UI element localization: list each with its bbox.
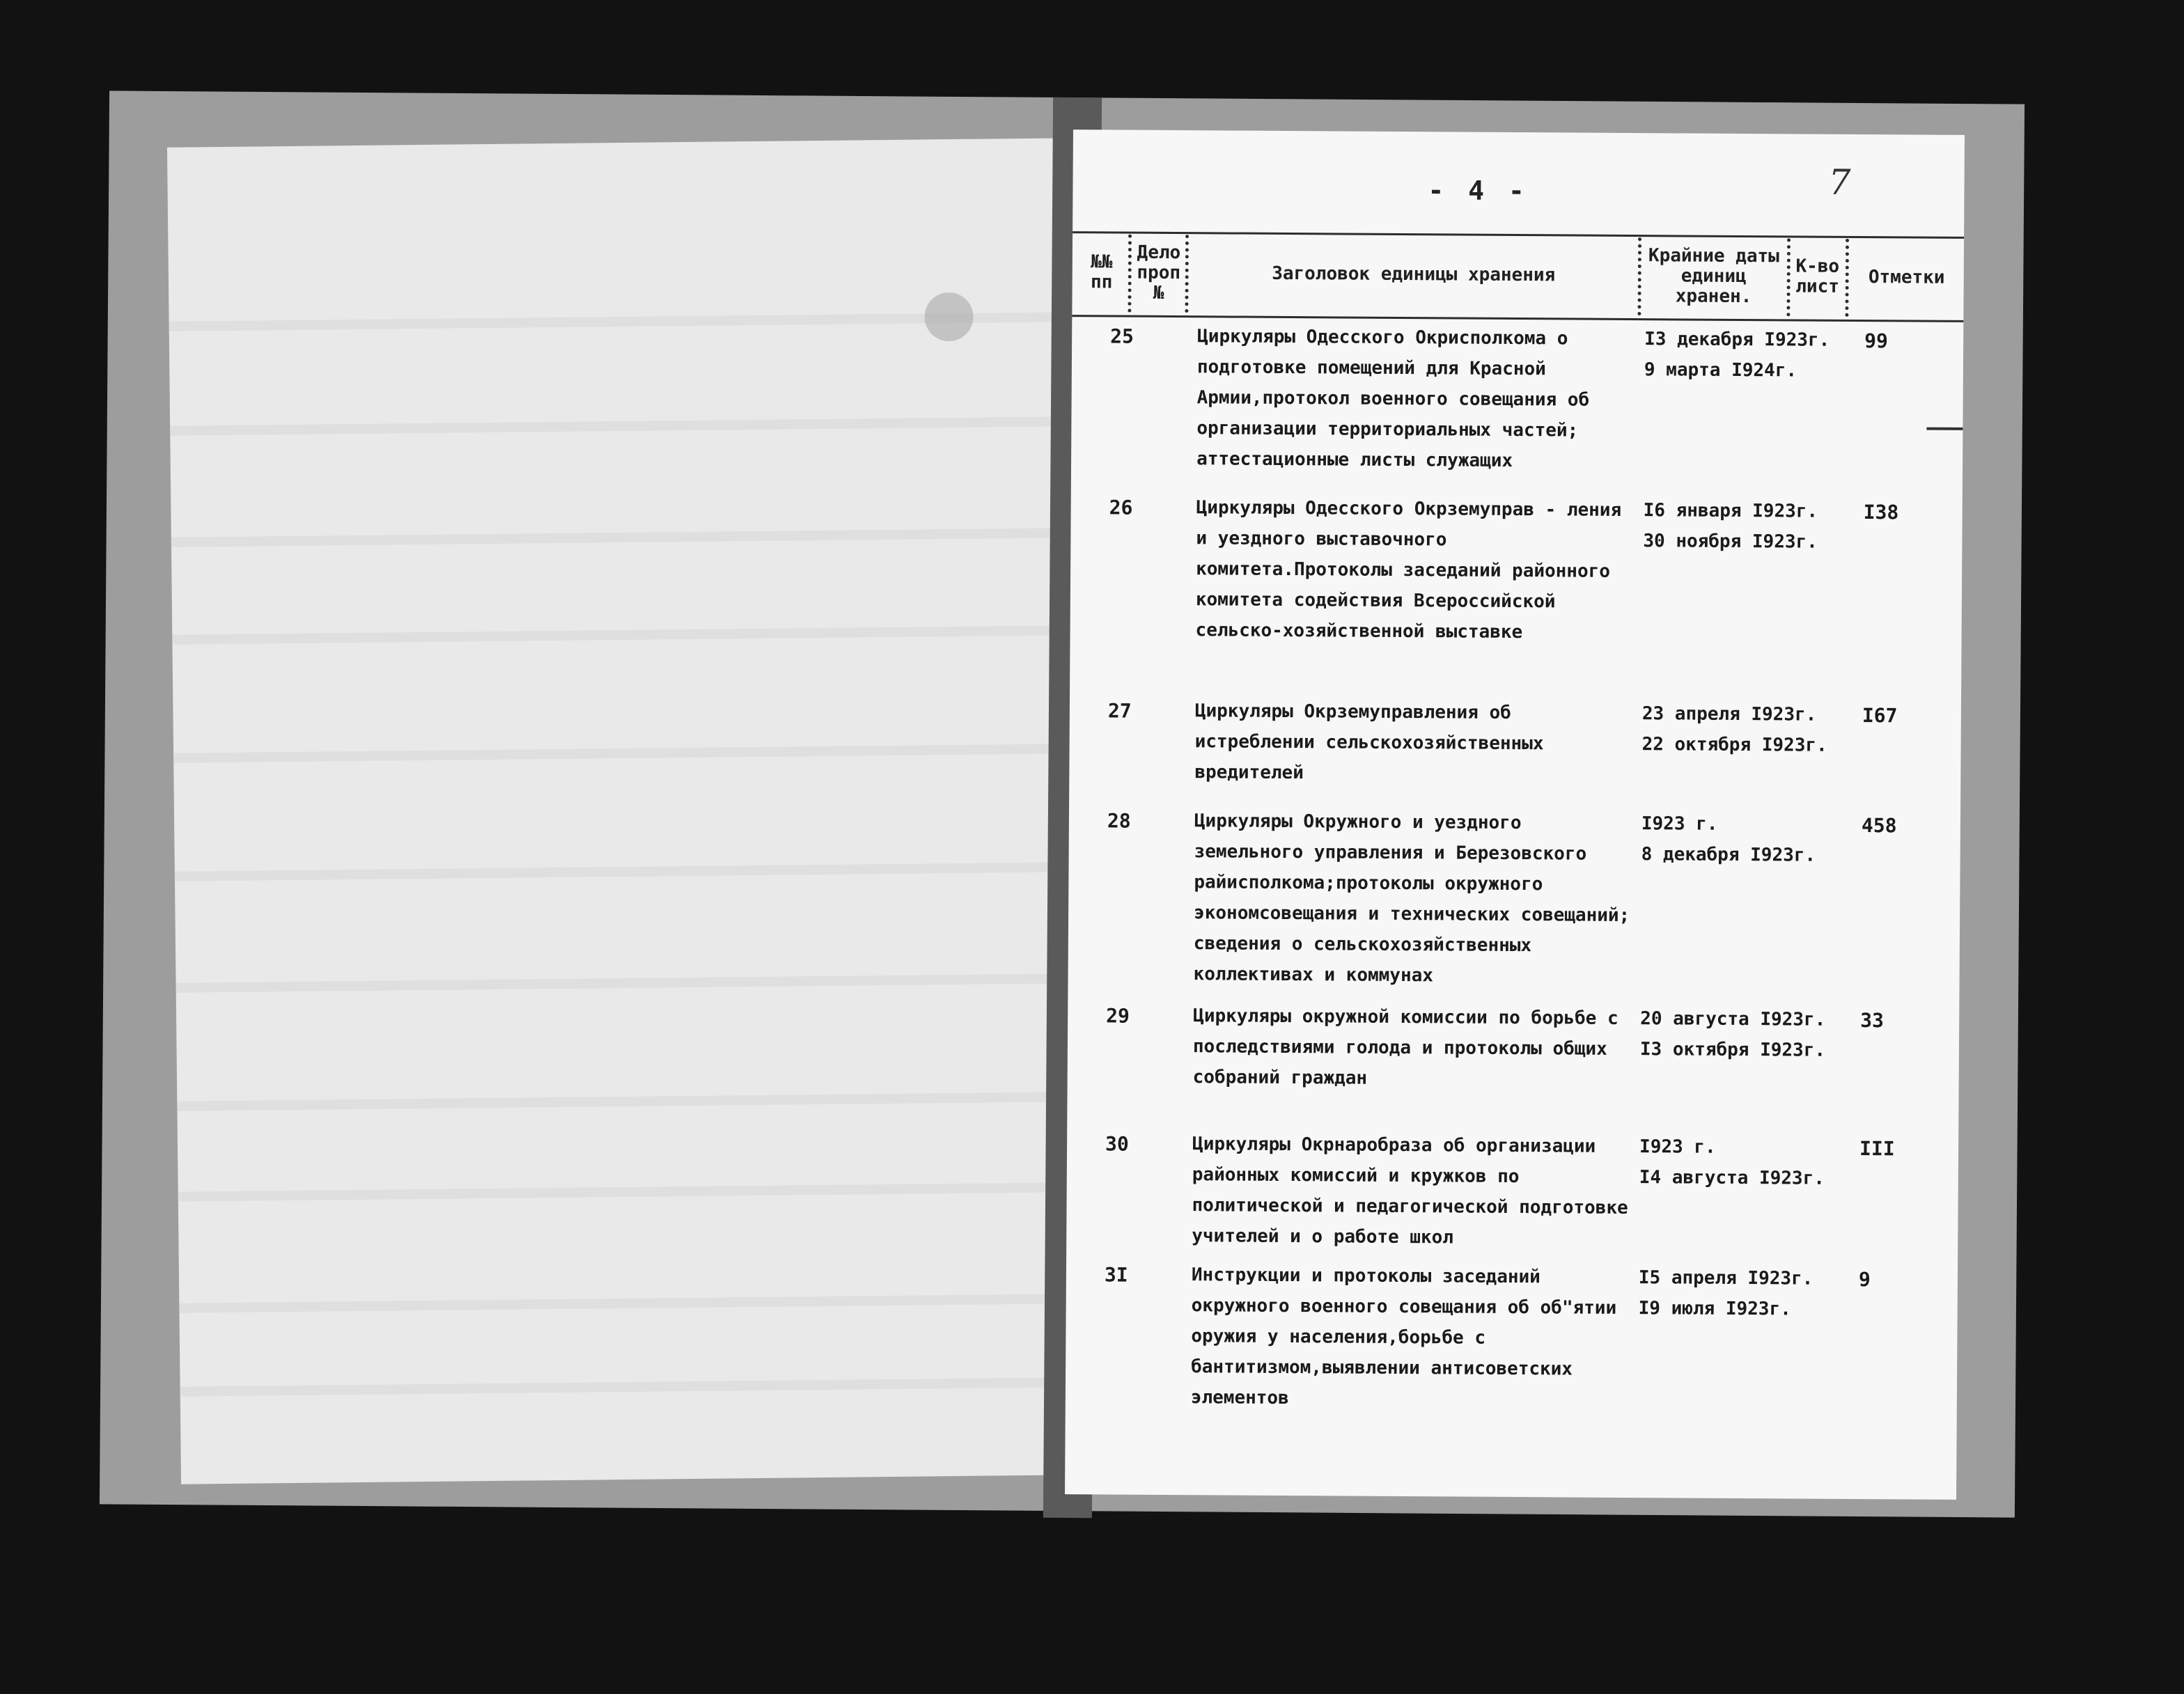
row-dates [1644, 324, 1861, 386]
row-sheet-count: I38 [1863, 501, 1899, 524]
row-dates [1639, 1262, 1855, 1325]
date-end: I3 октября I923г. [1639, 1039, 1826, 1061]
header-sheets: К-во лист [1795, 256, 1840, 297]
right-page [1065, 130, 1965, 1500]
date-end: 30 ноября I923г. [1643, 531, 1818, 553]
date-end: 22 октября I923г. [1641, 734, 1827, 756]
row-title: Инструкции и протоколы заседаний окружного военного совещания об об"ятии оружия у населения,борьбе с бантитизмом,выявлении антисоветских элементов [1190, 1264, 1617, 1409]
header-dates: Крайние даты единиц хранен. [1648, 244, 1779, 307]
row-number: 3I [1104, 1263, 1128, 1287]
header-num: №№ пп [1090, 251, 1113, 293]
row-title: Циркуляры Окрнаробраза об организации районных комиссий и кружков по политической и педагогической подготовке учителей и о работе школ [1192, 1134, 1628, 1248]
row-sheet-count: 99 [1864, 329, 1888, 353]
row-sheet-count: III [1859, 1137, 1895, 1161]
date-start: I3 декабря I923г. [1644, 329, 1830, 351]
row-dates [1641, 698, 1858, 761]
row-number: 29 [1106, 1004, 1130, 1028]
row-title: Циркуляры Одесского Окрземуправ - ления и уездного выставочного комитета.Протоколы заседаний районного комитета содействия Всероссийской сельско-хозяйственной выставке [1195, 497, 1622, 643]
header-divider [1185, 235, 1189, 313]
row-number: 28 [1107, 809, 1131, 833]
row-dates [1643, 495, 1859, 558]
date-start: I5 апреля I923г. [1638, 1267, 1814, 1289]
row-dates [1641, 808, 1858, 871]
row-dates [1639, 1131, 1856, 1194]
row-sheet-count: 9 [1858, 1268, 1871, 1292]
date-end: I9 июля I923г. [1638, 1298, 1791, 1320]
header-divider [1637, 237, 1641, 315]
date-end: I4 августа I923г. [1639, 1167, 1825, 1189]
date-start: I6 января I923г. [1643, 500, 1818, 522]
date-end: 8 декабря I923г. [1641, 844, 1816, 866]
margin-dash-mark [1926, 428, 1963, 430]
row-number: 27 [1107, 699, 1132, 723]
row-title: Циркуляры Одесского Окрисполкома о подготовке помещений для Красной Армии,протокол военного совещания об организации территориальных частей; аттестационные листы служащих [1196, 326, 1590, 471]
folio-number: 7 [1828, 162, 1851, 203]
left-page-faded [167, 138, 1079, 1484]
row-title: Циркуляры окружной комиссии по борьбе с последствиями голода и протоколы общих собраний граждан [1192, 1005, 1618, 1089]
row-number: 26 [1109, 496, 1133, 519]
row-title: Циркуляры Окружного и уездного земельного управления и Березовского райисполкома;протоколы окружного экономсовещания и технических совещаний; сведения о сельскохозяйственных коллективах и коммунах [1193, 810, 1630, 987]
date-start: I923 г. [1639, 1136, 1716, 1158]
header-notes: Отметки [1868, 266, 1945, 288]
row-number: 25 [1110, 324, 1134, 348]
row-sheet-count: I67 [1862, 704, 1898, 728]
row-sheet-count: 33 [1860, 1009, 1885, 1033]
row-number: 30 [1105, 1132, 1129, 1156]
header-case: Дело проп № [1137, 242, 1181, 304]
header-divider [1128, 235, 1132, 313]
date-start: I923 г. [1641, 813, 1718, 835]
date-start: 20 августа I923г. [1640, 1008, 1826, 1030]
date-end: 9 марта I924г. [1644, 359, 1797, 382]
header-title: Заголовок единицы хранения [1272, 262, 1556, 285]
header-divider [1845, 239, 1849, 317]
page-number: - 4 - [1428, 175, 1529, 207]
header-divider [1786, 238, 1791, 316]
row-dates [1640, 1003, 1857, 1066]
row-sheet-count: 458 [1861, 814, 1897, 838]
date-start: 23 апреля I923г. [1641, 703, 1817, 726]
row-title: Циркуляры Окрземуправления об истреблении сельскохозяйственных вредителей [1194, 700, 1544, 784]
